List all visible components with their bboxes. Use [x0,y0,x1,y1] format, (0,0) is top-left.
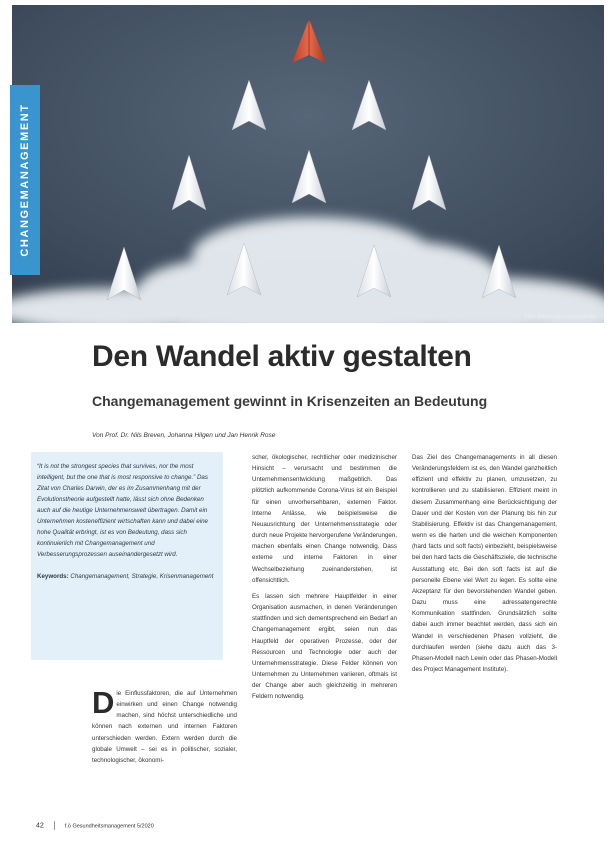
body-paragraph: Es lassen sich mehrere Hauptfelder in einer Organisation ausmachen, in denen Veränderungen stattfinden und sich dementsprechend ein Bedarf an Changemanagement ergibt, seien nun das Hauptfeld der operativen Prozesse, oder der Ressourcen und Technologie oder auch der Unternehmensstrategie. Diese Felder können von Unternehmen zu Unternehmen variieren, oftmals ist der Change aber auch gleichzeitig in mehreren Feldern notwendig. [252,592,397,701]
footer-divider [54,821,55,830]
article-title: Den Wandel aktiv gestalten [92,340,472,373]
article-subtitle: Changemanagement gewinnt in Krisenzeiten an Bedeutung [92,393,488,409]
paper-planes-illustration [12,5,604,323]
page-footer [36,821,154,830]
hero-image [12,5,604,323]
section-tab-label: CHANGEMANAGEMENT [19,103,31,257]
keywords-list: Changemanagement, Strategie, Krisenmanagement [70,573,214,580]
body-column-1 [92,685,237,771]
body-paragraph: scher, ökologischer, rechtlicher oder medizinischer Hinsicht – verursacht und bestimmen die Unternehmensentwicklung maßgeblich. Das plötzlich aufkommende Corona-Virus ist ein Beispiel für einen unvorhersehbaren, externen Faktor. Interne Anlässe, wie beispielsweise die Neuausrichtung der Unternehmensstrategie oder durch neue Projekte hervorgerufene Veränderungen, machen ebenfalls einen Change notwendig. Dass externe und interne Faktoren in einer Wechselbeziehung zueinanderstehen, ist offensichtlich. [252,454,397,584]
body-text: ie Einflussfaktoren, die auf Unternehmen einwirken und einen Change notwendig machen, sind höchst unterschiedliche und können nach externen und internen Faktoren unterschieden werden. Extern werden durch die globale Umwelt – sei es in politischer, sozialer, technologischer, ökonomi- [92,690,237,764]
body-column-3 [412,452,557,680]
photo-credit: Foto: gettyimages/ Ika Kurilenko [524,314,596,320]
abstract-text: “It is not the strongest species that survives, nor the most intelligent, but the one that is most responsive to change.” Das Zitat von Charles Darwin, der es im Zusammenhang mit der Evolutionstheorie aufgestellt hatte, lässt sich ohne Bedenken auch auf die heutige Unternehmenswelt übertragen. Damit ein Unternehmen kosteneffizient wirtschaften kann und dabei eine hohe Qualität erbringt, ist es von Bedeutung, dass sich kontinuierlich mit Changemanagement und Verbesserungsprozessen auseinandergesetzt wird. [37,463,208,558]
article-authors: Von Prof. Dr. Nils Breven, Johanna Hilgen und Jan Henrik Rose [92,432,276,439]
section-tab [10,85,40,275]
body-paragraph [92,685,237,766]
page-number: 42 [36,822,44,830]
abstract-box [31,452,223,660]
keywords-label: Keywords: [37,573,69,580]
drop-cap: D [92,685,115,720]
body-paragraph: Das Ziel des Changemanagements in all diesen Veränderungsfeldern ist es, den Wandel ganzheitlich effizient und effektiv zu planen, umzusetzen, zu kontrollieren und zu stabilisieren. Effizient meint in diesem Zusammenhang eine Berücksichtigung der Dauer und der Kosten von der Planung bis hin zur Stabilisierung. Effektiv ist das Changemanagement, wenn es die harten und die weichen Komponenten (hard facts und soft facts) einbezieht, beispielsweise bei den hard facts die Geschäftsziele, die technische Ausstattung etc. Bei den soft facts ist auf die personelle Ebene viel Wert zu legen. Es sollte eine Akzeptanz für den bevorstehenden Wandel geben. Dazu muss eine adressatengerechte Kommunikation stattfinden. Grundsätzlich sollte dabei auch immer beachtet werden, dass sich ein Wandel in verschiedenen Phasen vollzieht, die durchlaufen werden (siehe dazu auch das 3-Phasen-Modell nach Lewin oder das Phasen-Modell des Project Management Institute). [412,454,557,673]
journal-name: f.ö Gesundheitsmanagement 5/2020 [64,823,154,830]
body-column-2 [252,452,397,707]
keywords [37,571,217,582]
